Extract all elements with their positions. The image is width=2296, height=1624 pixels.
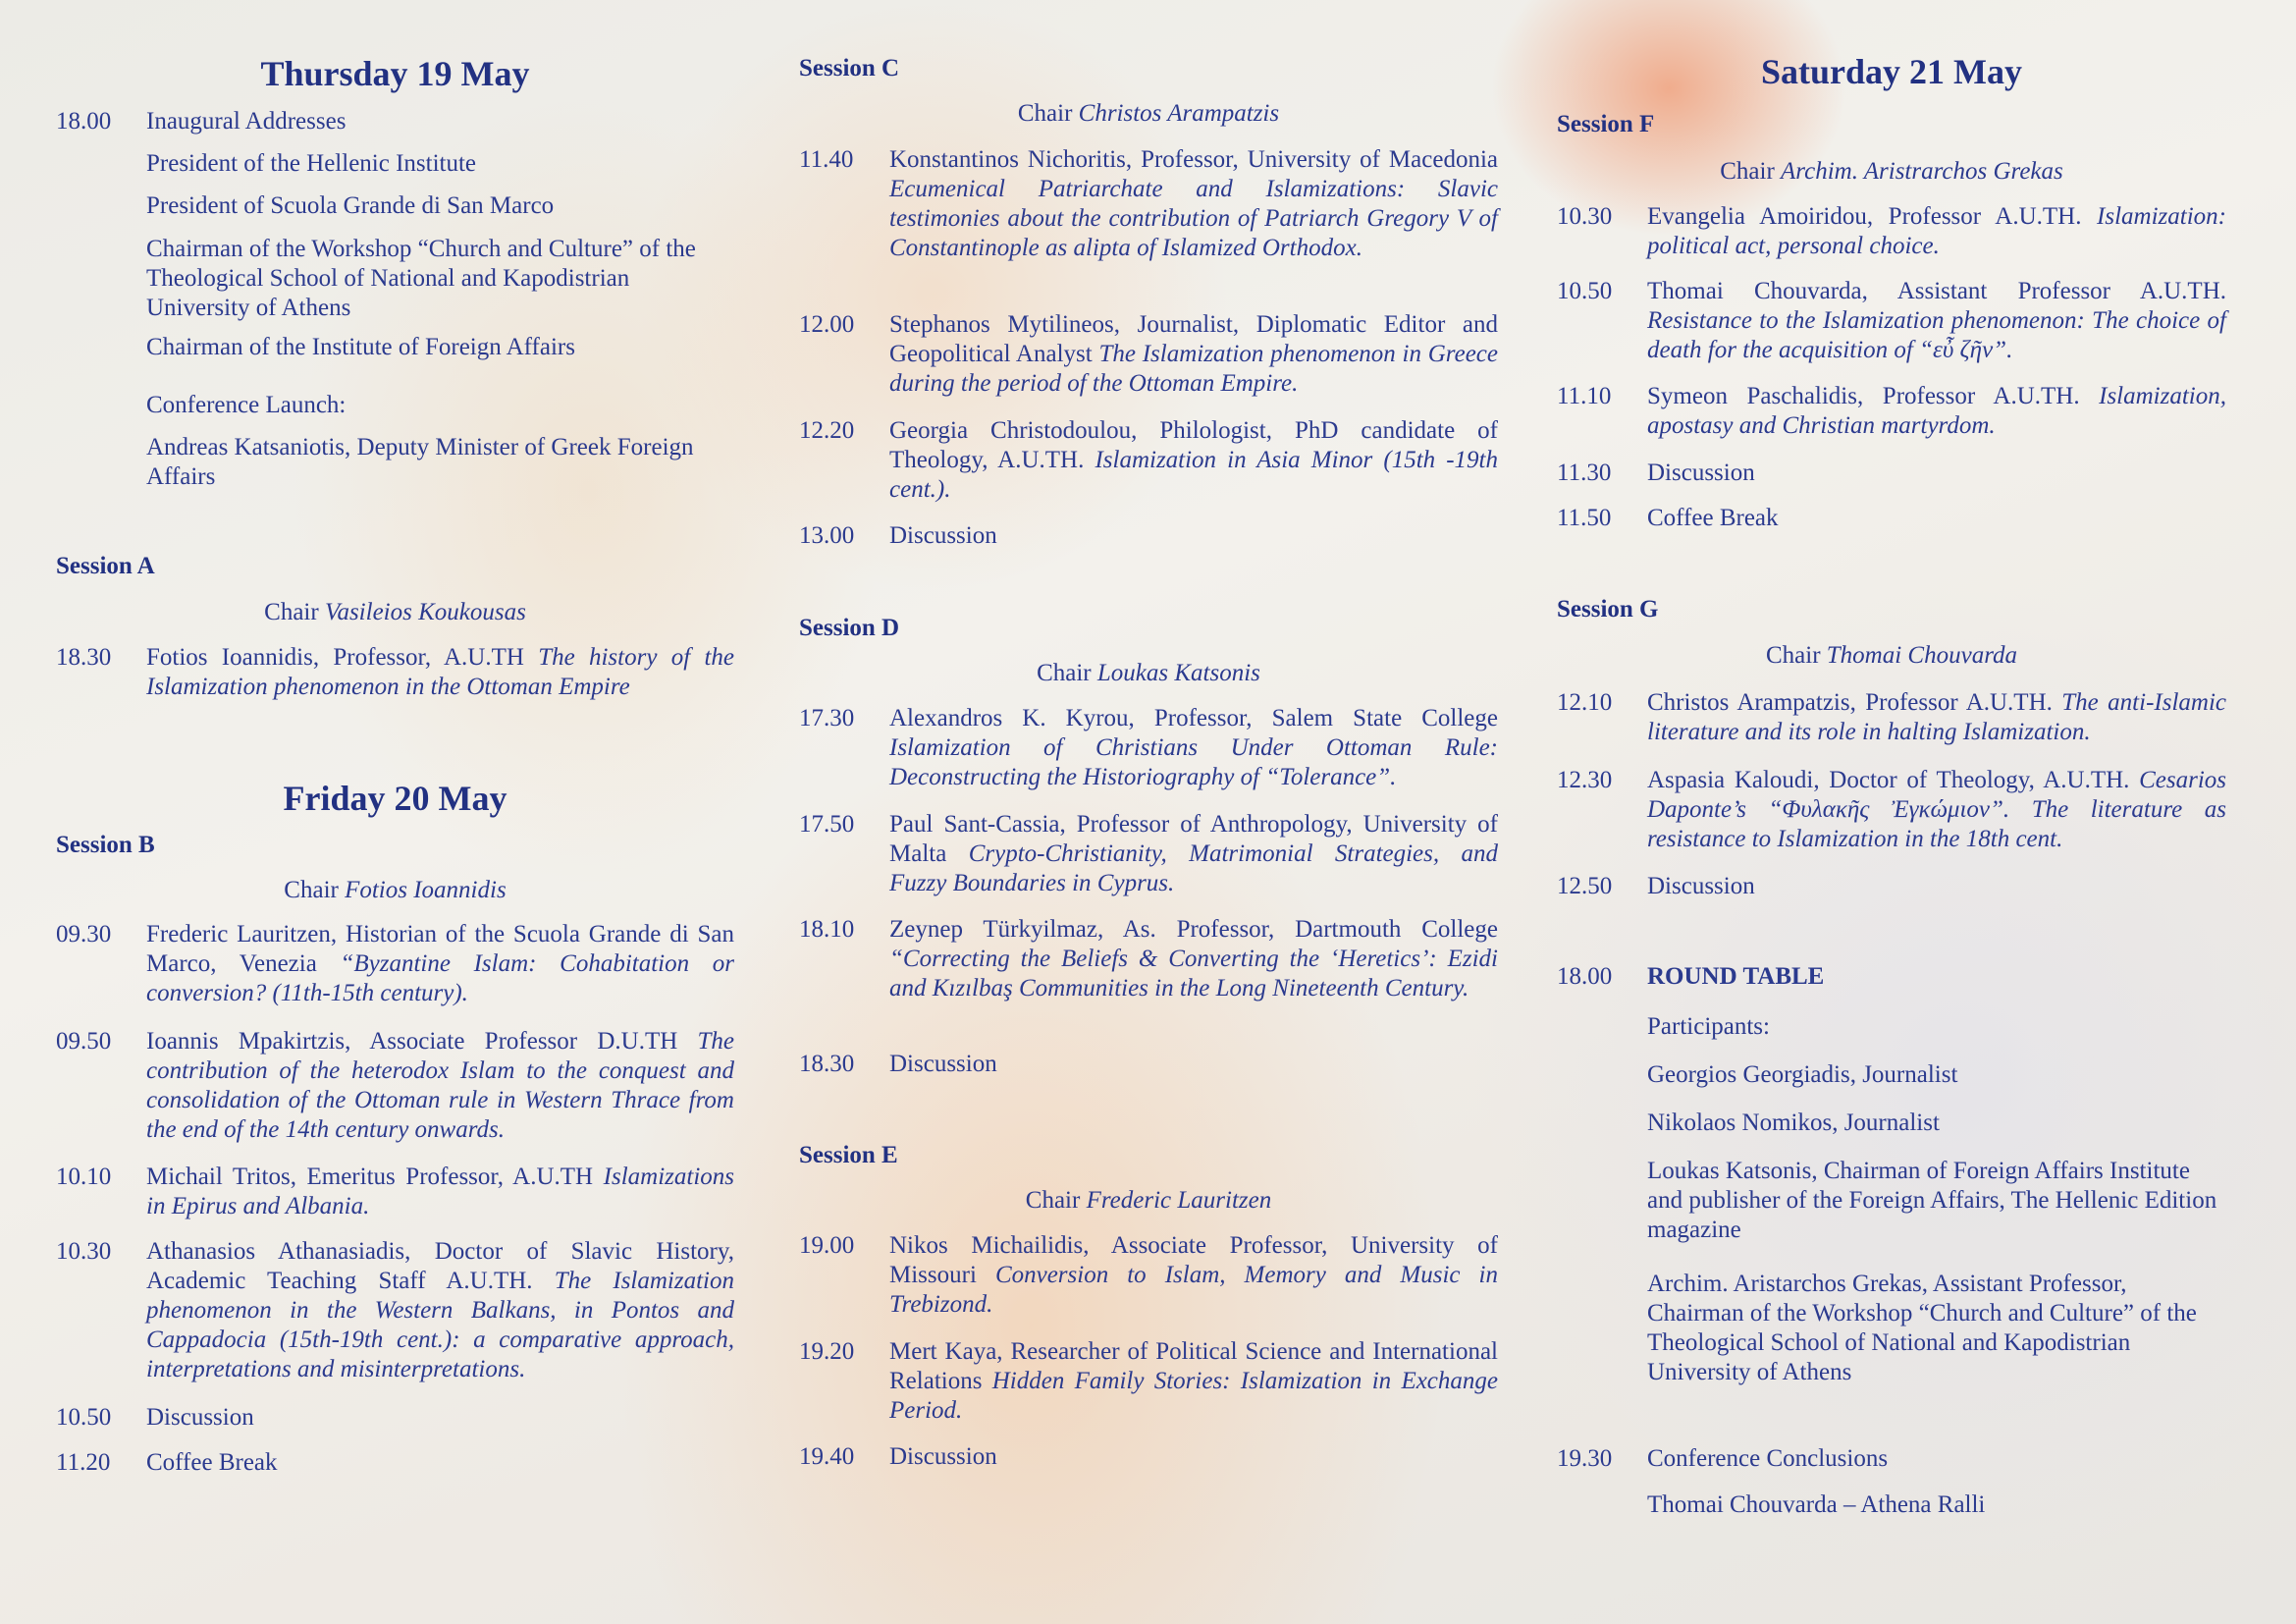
session-heading: Session G <box>1557 596 1659 623</box>
program-entry <box>799 521 1498 551</box>
entry-text <box>889 1442 1498 1472</box>
session-chair <box>1557 157 2226 187</box>
entry-text <box>146 1403 734 1433</box>
program-entry <box>1557 277 2226 365</box>
talk-title: Crypto-Christianity, Matrimonial Strategies, and Fuzzy Boundaries in Cyprus. <box>889 840 1498 896</box>
talk-title: Ecumenical Patriarchate and Islamizations: Slavic testimonies about the contribution of Patriarch Gregory V of Constantinople as alipta of Islamized Orthodox. <box>889 176 1498 261</box>
entry-time: 11.50 <box>1557 505 1612 531</box>
program-entry <box>799 915 1498 1003</box>
entry-text <box>889 704 1498 792</box>
speaker-info: Coffee Break <box>1647 505 1779 531</box>
program-line <box>56 391 734 420</box>
entry-text <box>146 433 734 492</box>
program-line <box>1557 1012 2226 1042</box>
entry-text <box>146 920 734 1008</box>
program-entry <box>1557 688 2226 747</box>
talk-title: The Islamization phenomenon in Greece during the period of the Ottoman Empire. <box>889 341 1498 397</box>
program-entry <box>799 1442 1498 1472</box>
program-line <box>56 235 734 323</box>
entry-text <box>1647 1270 2226 1387</box>
program-line <box>1557 1157 2226 1245</box>
program-line <box>1557 1490 2226 1520</box>
entry-time: 19.20 <box>799 1338 855 1365</box>
talk-title: Islamization in Asia Minor (15th -19th cent.). <box>889 447 1498 503</box>
speaker-info: Michail Tritos, Emeritus Professor, A.U.TH <box>146 1164 604 1190</box>
speaker-info: President of the Hellenic Institute <box>146 150 477 177</box>
entry-text <box>146 333 734 362</box>
program-entry <box>799 145 1498 263</box>
program-entry <box>799 1231 1498 1320</box>
talk-title: Islamization, apostasy and Christian martyrdom. <box>1647 383 2226 439</box>
entry-text <box>1647 688 2226 747</box>
entry-text <box>146 1163 734 1221</box>
talk-title: Hidden Family Stories: Islamization in Exchange Period. <box>889 1368 1498 1424</box>
talk-title: Conversion to Islam, Memory and Music in Trebizond. <box>889 1262 1498 1318</box>
talk-title: Islamizations in Epirus and Albania. <box>146 1164 734 1219</box>
speaker-info: Symeon Paschalidis, Professor A.U.TH. <box>1647 383 2100 409</box>
program-entry <box>56 920 734 1008</box>
entry-text <box>1647 382 2226 441</box>
speaker-info: Georgia Christodoulou, Philologist, PhD candidate of Theology, A.U.TH. <box>889 417 1498 473</box>
speaker-info: Evangelia Amoiridou, Professor A.U.TH. <box>1647 203 2098 230</box>
entry-text <box>146 149 734 179</box>
chair-label: Chair <box>284 877 339 903</box>
day-heading: Thursday 19 May <box>260 54 530 93</box>
talk-title: The anti-Islamic literature and its role in halting Islamization. <box>1647 689 2226 745</box>
program-entry <box>799 416 1498 505</box>
entry-time: 18.30 <box>799 1051 855 1077</box>
speaker-info: Discussion <box>1647 873 1755 899</box>
speaker-info: Aspasia Kaloudi, Doctor of Theology, A.U.TH. <box>1647 767 2140 793</box>
entry-time: 10.30 <box>1557 203 1613 230</box>
entry-time: 11.20 <box>56 1449 111 1476</box>
speaker-info: Thomai Chouvarda – Athena Ralli <box>1647 1491 1986 1518</box>
speaker-info: Paul Sant-Cassia, Professor of Anthropology, University of Malta <box>889 811 1498 867</box>
session-heading: Session A <box>56 553 155 579</box>
program-line <box>1557 1060 2226 1090</box>
session-chair <box>799 99 1498 129</box>
entry-time: 13.00 <box>799 522 855 549</box>
chair-label: Chair <box>1025 1187 1081 1214</box>
speaker-info: Conference Conclusions <box>1647 1445 1889 1472</box>
entry-time: 09.50 <box>56 1028 112 1055</box>
entry-time: 11.40 <box>799 146 854 173</box>
speaker-info: Frederic Lauritzen, Historian of the Scuola Grande di San Marco, Venezia <box>146 921 734 977</box>
program-entry <box>799 704 1498 792</box>
session-heading: Session C <box>799 55 900 81</box>
session-heading: Session B <box>56 832 155 858</box>
program-entry <box>56 1448 734 1478</box>
program-entry <box>56 1163 734 1221</box>
speaker-info: Mert Kaya, Researcher of Political Science and International Relations <box>889 1338 1498 1394</box>
speaker-info: Ioannis Mpakirtzis, Associate Professor D.U.TH <box>146 1028 698 1055</box>
entry-text <box>146 1448 734 1478</box>
program-entry <box>56 1027 734 1145</box>
chair-name: Vasileios Koukousas <box>324 599 526 625</box>
entry-time: 19.40 <box>799 1443 855 1470</box>
entry-time: 10.50 <box>1557 278 1613 304</box>
session-heading: Session D <box>799 615 900 641</box>
program-entry <box>799 1337 1498 1426</box>
speaker-info: Nikolaos Nomikos, Journalist <box>1647 1110 1940 1136</box>
speaker-info: ROUND TABLE <box>1647 963 1825 990</box>
entry-text <box>146 107 734 136</box>
speaker-info: Discussion <box>889 522 997 549</box>
chair-name: Fotios Ioannidis <box>345 877 507 903</box>
talk-title: Cesarios Daponte’s “Φυλακῆς Ἐγκώμιον”. The literature as resistance to Islamization in the 18th cent. <box>1647 767 2226 852</box>
entry-time: 19.30 <box>1557 1445 1613 1472</box>
speaker-info: Discussion <box>146 1404 254 1431</box>
entry-time: 18.00 <box>1557 963 1613 990</box>
chair-name: Christos Arampatzis <box>1078 100 1280 127</box>
chair-name: Frederic Lauritzen <box>1086 1187 1272 1214</box>
session-chair <box>56 876 734 905</box>
entry-text <box>146 1237 734 1384</box>
entry-text <box>889 145 1498 263</box>
speaker-info: Christos Arampatzis, Professor A.U.TH. <box>1647 689 2062 716</box>
entry-text <box>1647 202 2226 261</box>
entry-time: 12.10 <box>1557 689 1613 716</box>
talk-title: “Correcting the Beliefs & Converting the ‘Heretics’: Ezidi and Kızılbaş Communities in the Long Nineteenth Century. <box>889 946 1498 1001</box>
program-entry <box>1557 872 2226 901</box>
program-line <box>1557 1109 2226 1138</box>
program-entry <box>1557 1444 2226 1474</box>
entry-text <box>1647 766 2226 854</box>
session-heading: Session F <box>1557 111 1655 137</box>
entry-text <box>1647 504 2226 533</box>
entry-time: 18.10 <box>799 916 855 943</box>
speaker-info: Discussion <box>1647 460 1755 486</box>
program-line <box>56 433 734 492</box>
speaker-info: President of Scuola Grande di San Marco <box>146 192 555 219</box>
chair-name: Archim. Aristrarchos Grekas <box>1781 158 2063 185</box>
speaker-info: Alexandros K. Kyrou, Professor, Salem State College <box>889 705 1498 731</box>
entry-time: 10.10 <box>56 1164 112 1190</box>
talk-title: Resistance to the Islamization phenomenon: The choice of death for the acquisition of “εὖ ζῆν”. <box>1647 307 2226 363</box>
talk-title: “Byzantine Islam: Cohabitation or conversion? (11th-15th century). <box>146 950 734 1006</box>
speaker-info: Georgios Georgiadis, Journalist <box>1647 1061 1958 1088</box>
program-line <box>1557 1270 2226 1387</box>
entry-text <box>1647 459 2226 488</box>
entry-text <box>1647 872 2226 901</box>
chair-label: Chair <box>1017 100 1073 127</box>
program-line <box>56 333 734 362</box>
speaker-info: Zeynep Türkyilmaz, As. Professor, Dartmouth College <box>889 916 1498 943</box>
chair-name: Loukas Katsonis <box>1096 660 1260 686</box>
speaker-info: Loukas Katsonis, Chairman of Foreign Affairs Institute and publisher of the Foreign Affairs, The Hellenic Edition magazine <box>1647 1158 2217 1243</box>
entry-text <box>1647 1157 2226 1245</box>
chair-label: Chair <box>1037 660 1092 686</box>
talk-title: The contribution of the heterodox Islam to the conquest and consolidation of the Ottoman rule in Western Thrace from the end of the 14th century onwards. <box>146 1028 734 1143</box>
program-entry <box>56 1237 734 1384</box>
entry-time: 17.50 <box>799 811 855 838</box>
program-entry <box>1557 382 2226 441</box>
entry-text <box>146 235 734 323</box>
entry-time: 12.50 <box>1557 873 1613 899</box>
chair-label: Chair <box>1720 158 1775 185</box>
entry-text <box>889 310 1498 399</box>
speaker-info: Discussion <box>889 1051 997 1077</box>
entry-text <box>146 391 734 420</box>
program-entry <box>799 810 1498 898</box>
speaker-info: Fotios Ioannidis, Professor, A.U.TH <box>146 644 539 671</box>
program-entry <box>1557 766 2226 854</box>
chair-name: Thomai Chouvarda <box>1826 642 2018 669</box>
entry-text <box>889 810 1498 898</box>
entry-time: 18.00 <box>56 108 112 135</box>
chair-label: Chair <box>1765 642 1821 669</box>
entry-text <box>146 191 734 221</box>
entry-time: 11.10 <box>1557 383 1612 409</box>
speaker-info: Discussion <box>889 1443 997 1470</box>
entry-time: 18.30 <box>56 644 112 671</box>
entry-text <box>1647 962 2226 992</box>
speaker-info: Archim. Aristarchos Grekas, Assistant Professor, Chairman of the Workshop “Church and Culture” of the Theological School of National and Kapodistrian University of Athens <box>1647 1271 2197 1385</box>
chair-label: Chair <box>264 599 319 625</box>
speaker-info: Participants: <box>1647 1013 1770 1040</box>
session-chair <box>1557 641 2226 671</box>
entry-text <box>889 1337 1498 1426</box>
entry-time: 09.30 <box>56 921 112 947</box>
program-entry <box>56 107 734 136</box>
speaker-info: Stephanos Mytilineos, Journalist, Diplomatic Editor and Geopolitical Analyst <box>889 311 1498 367</box>
speaker-info: Andreas Katsaniotis, Deputy Minister of Greek Foreign Affairs <box>146 434 694 490</box>
day-heading: Saturday 21 May <box>1760 52 2022 91</box>
speaker-info: Coffee Break <box>146 1449 278 1476</box>
speaker-info: Chairman of the Workshop “Church and Culture” of the Theological School of National and Kapodistrian University of Athens <box>146 236 696 321</box>
entry-text <box>1647 1490 2226 1520</box>
entry-text <box>889 915 1498 1003</box>
entry-text <box>889 1050 1498 1079</box>
program-entry <box>799 1050 1498 1079</box>
entry-time: 12.30 <box>1557 767 1613 793</box>
speaker-info: Athanasios Athanasiadis, Doctor of Slavic History, Academic Teaching Staff A.U.TH. <box>146 1238 734 1294</box>
entry-text <box>146 1027 734 1145</box>
entry-text <box>1647 1012 2226 1042</box>
entry-text <box>889 521 1498 551</box>
entry-text <box>889 1231 1498 1320</box>
entry-time: 19.00 <box>799 1232 855 1259</box>
entry-time: 11.30 <box>1557 460 1612 486</box>
entry-text <box>1647 1444 2226 1474</box>
talk-title: Islamization: political act, personal choice. <box>1647 203 2226 259</box>
program-line <box>56 191 734 221</box>
session-chair <box>56 598 734 627</box>
speaker-info: Chairman of the Institute of Foreign Affairs <box>146 334 575 360</box>
entry-time: 17.30 <box>799 705 855 731</box>
program-entry <box>799 310 1498 399</box>
entry-time: 10.30 <box>56 1238 112 1265</box>
entry-text <box>1647 277 2226 365</box>
speaker-info: Inaugural Addresses <box>146 108 347 135</box>
program-entry <box>1557 504 2226 533</box>
entry-text <box>1647 1109 2226 1138</box>
entry-time: 10.50 <box>56 1404 112 1431</box>
speaker-info: Thomai Chouvarda, Assistant Professor A.U.TH. <box>1647 278 2226 304</box>
talk-title: The Islamization phenomenon in the Western Balkans, in Pontos and Cappadocia (15th-19th cent.): a comparative approach, interpretations and misinterpretations. <box>146 1268 734 1382</box>
program-entry <box>1557 962 2226 992</box>
entry-time: 12.00 <box>799 311 855 338</box>
day-heading: Friday 20 May <box>283 779 507 818</box>
program-entry <box>56 1403 734 1433</box>
program-entry <box>56 643 734 702</box>
entry-time: 12.20 <box>799 417 855 444</box>
speaker-info: Nikos Michailidis, Associate Professor, University of Missouri <box>889 1232 1498 1288</box>
session-chair <box>799 1186 1498 1216</box>
speaker-info: Konstantinos Nichoritis, Professor, University of Macedonia <box>889 146 1498 173</box>
speaker-info: Conference Launch: <box>146 392 347 418</box>
talk-title: Islamization of Christians Under Ottoman Rule: Deconstructing the Historiography of “Tolerance”. <box>889 734 1498 790</box>
talk-title: The history of the Islamization phenomenon in the Ottoman Empire <box>146 644 734 700</box>
entry-text <box>146 643 734 702</box>
session-heading: Session E <box>799 1142 898 1168</box>
program-line <box>56 149 734 179</box>
entry-text <box>889 416 1498 505</box>
entry-text <box>1647 1060 2226 1090</box>
program-entry <box>1557 202 2226 261</box>
program-entry <box>1557 459 2226 488</box>
session-chair <box>799 659 1498 688</box>
